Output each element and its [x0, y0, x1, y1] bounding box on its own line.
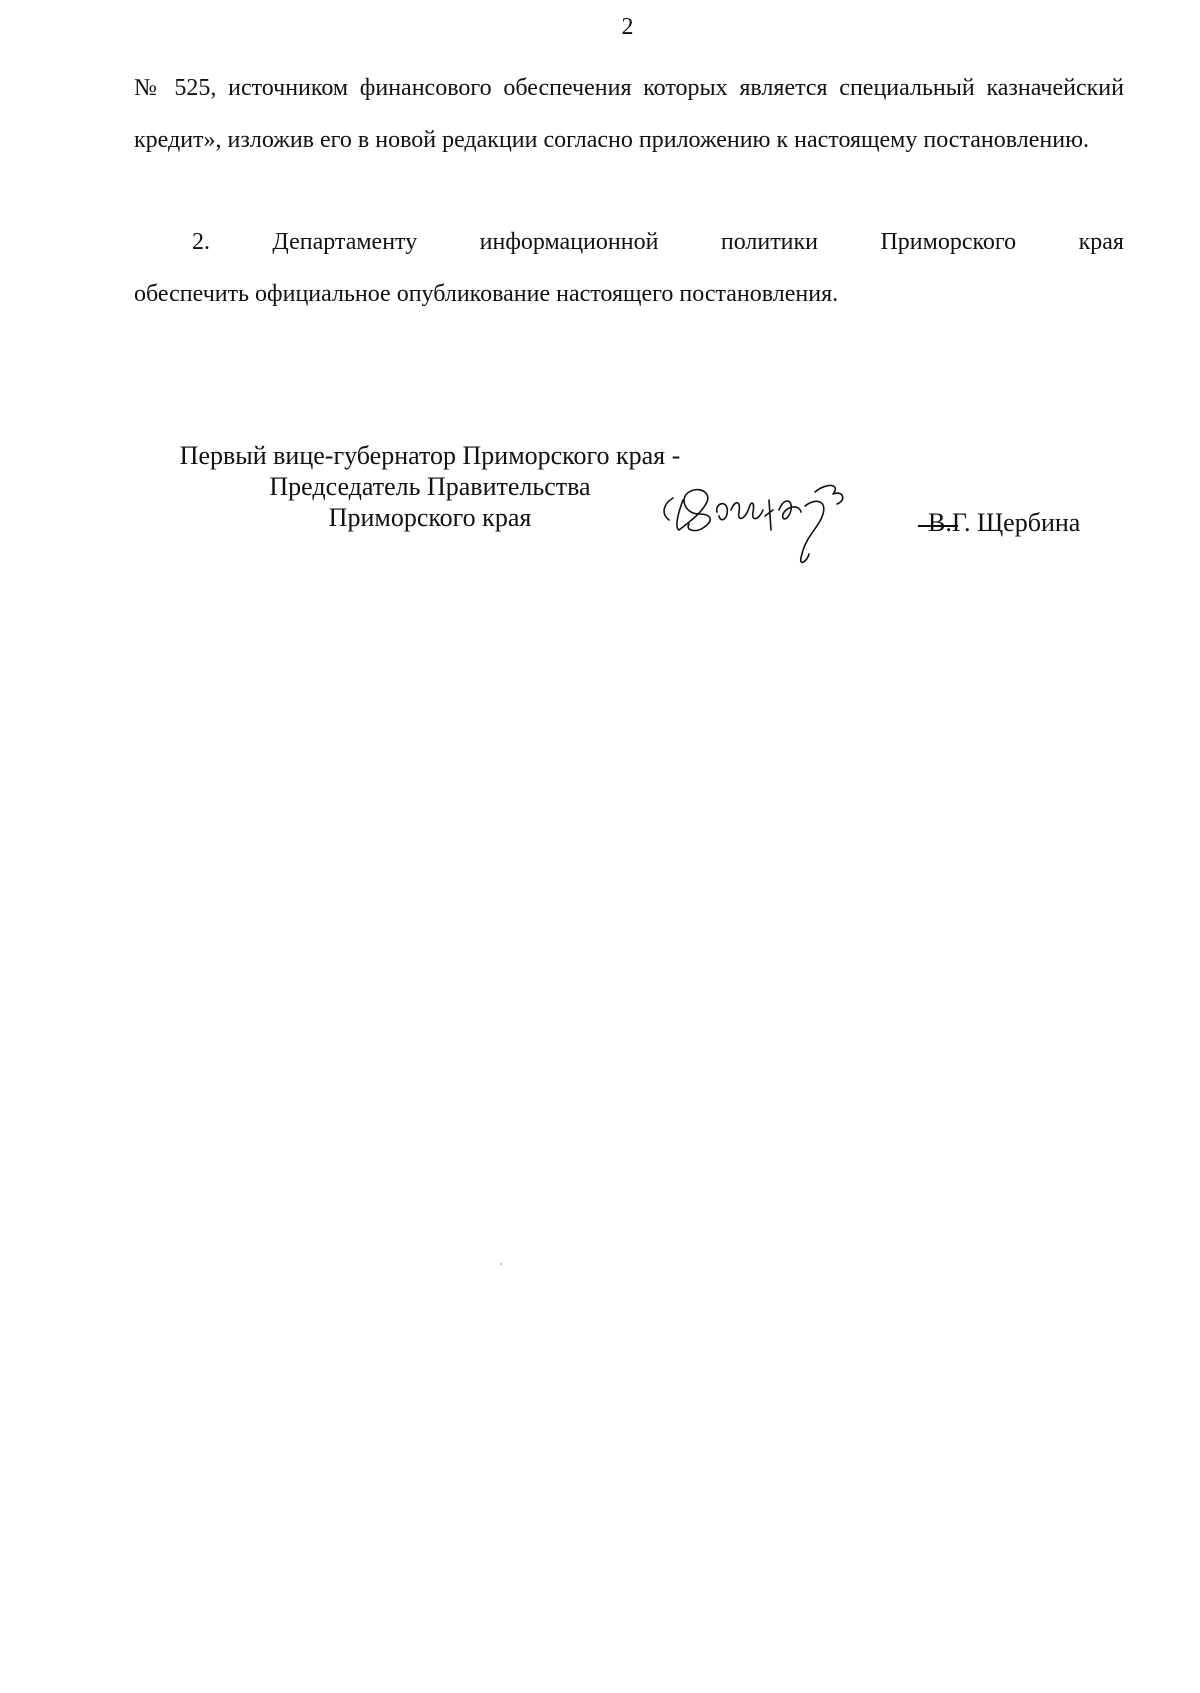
signatory-title-line: Приморского края: [328, 503, 532, 532]
paragraph-2-line-1: [134, 216, 1124, 268]
scan-speck: [500, 1263, 502, 1265]
signatory-name: В.Г. Щербина: [928, 508, 1081, 537]
page-number: 2: [621, 14, 634, 40]
paragraph-2-word: информационной: [479, 229, 659, 255]
paragraph-2: [134, 216, 1124, 320]
signatory-title-line: Председатель Правительства: [269, 472, 591, 501]
paragraph-2-word: политики: [720, 229, 819, 255]
paragraph-2-number: 2.: [192, 229, 210, 255]
paragraph-2-word: Приморского: [880, 229, 1017, 255]
signatory-title: [140, 440, 720, 533]
handwritten-signature: [655, 470, 905, 580]
signatory-title-line: Первый вице-губернатор Приморского края -: [179, 441, 681, 470]
paragraph-2-word: Департаменту: [272, 229, 418, 255]
paragraph-2-word: края: [1078, 229, 1124, 255]
paragraph-1: № 525, источником финансового обеспечения которых является специальный казначейский кредит», изложив его в новой редакции согласно приложению к настоящему постановлению.: [134, 75, 1124, 153]
paragraph-2-line-2: обеспечить официальное опубликование настоящего постановления.: [134, 281, 839, 307]
